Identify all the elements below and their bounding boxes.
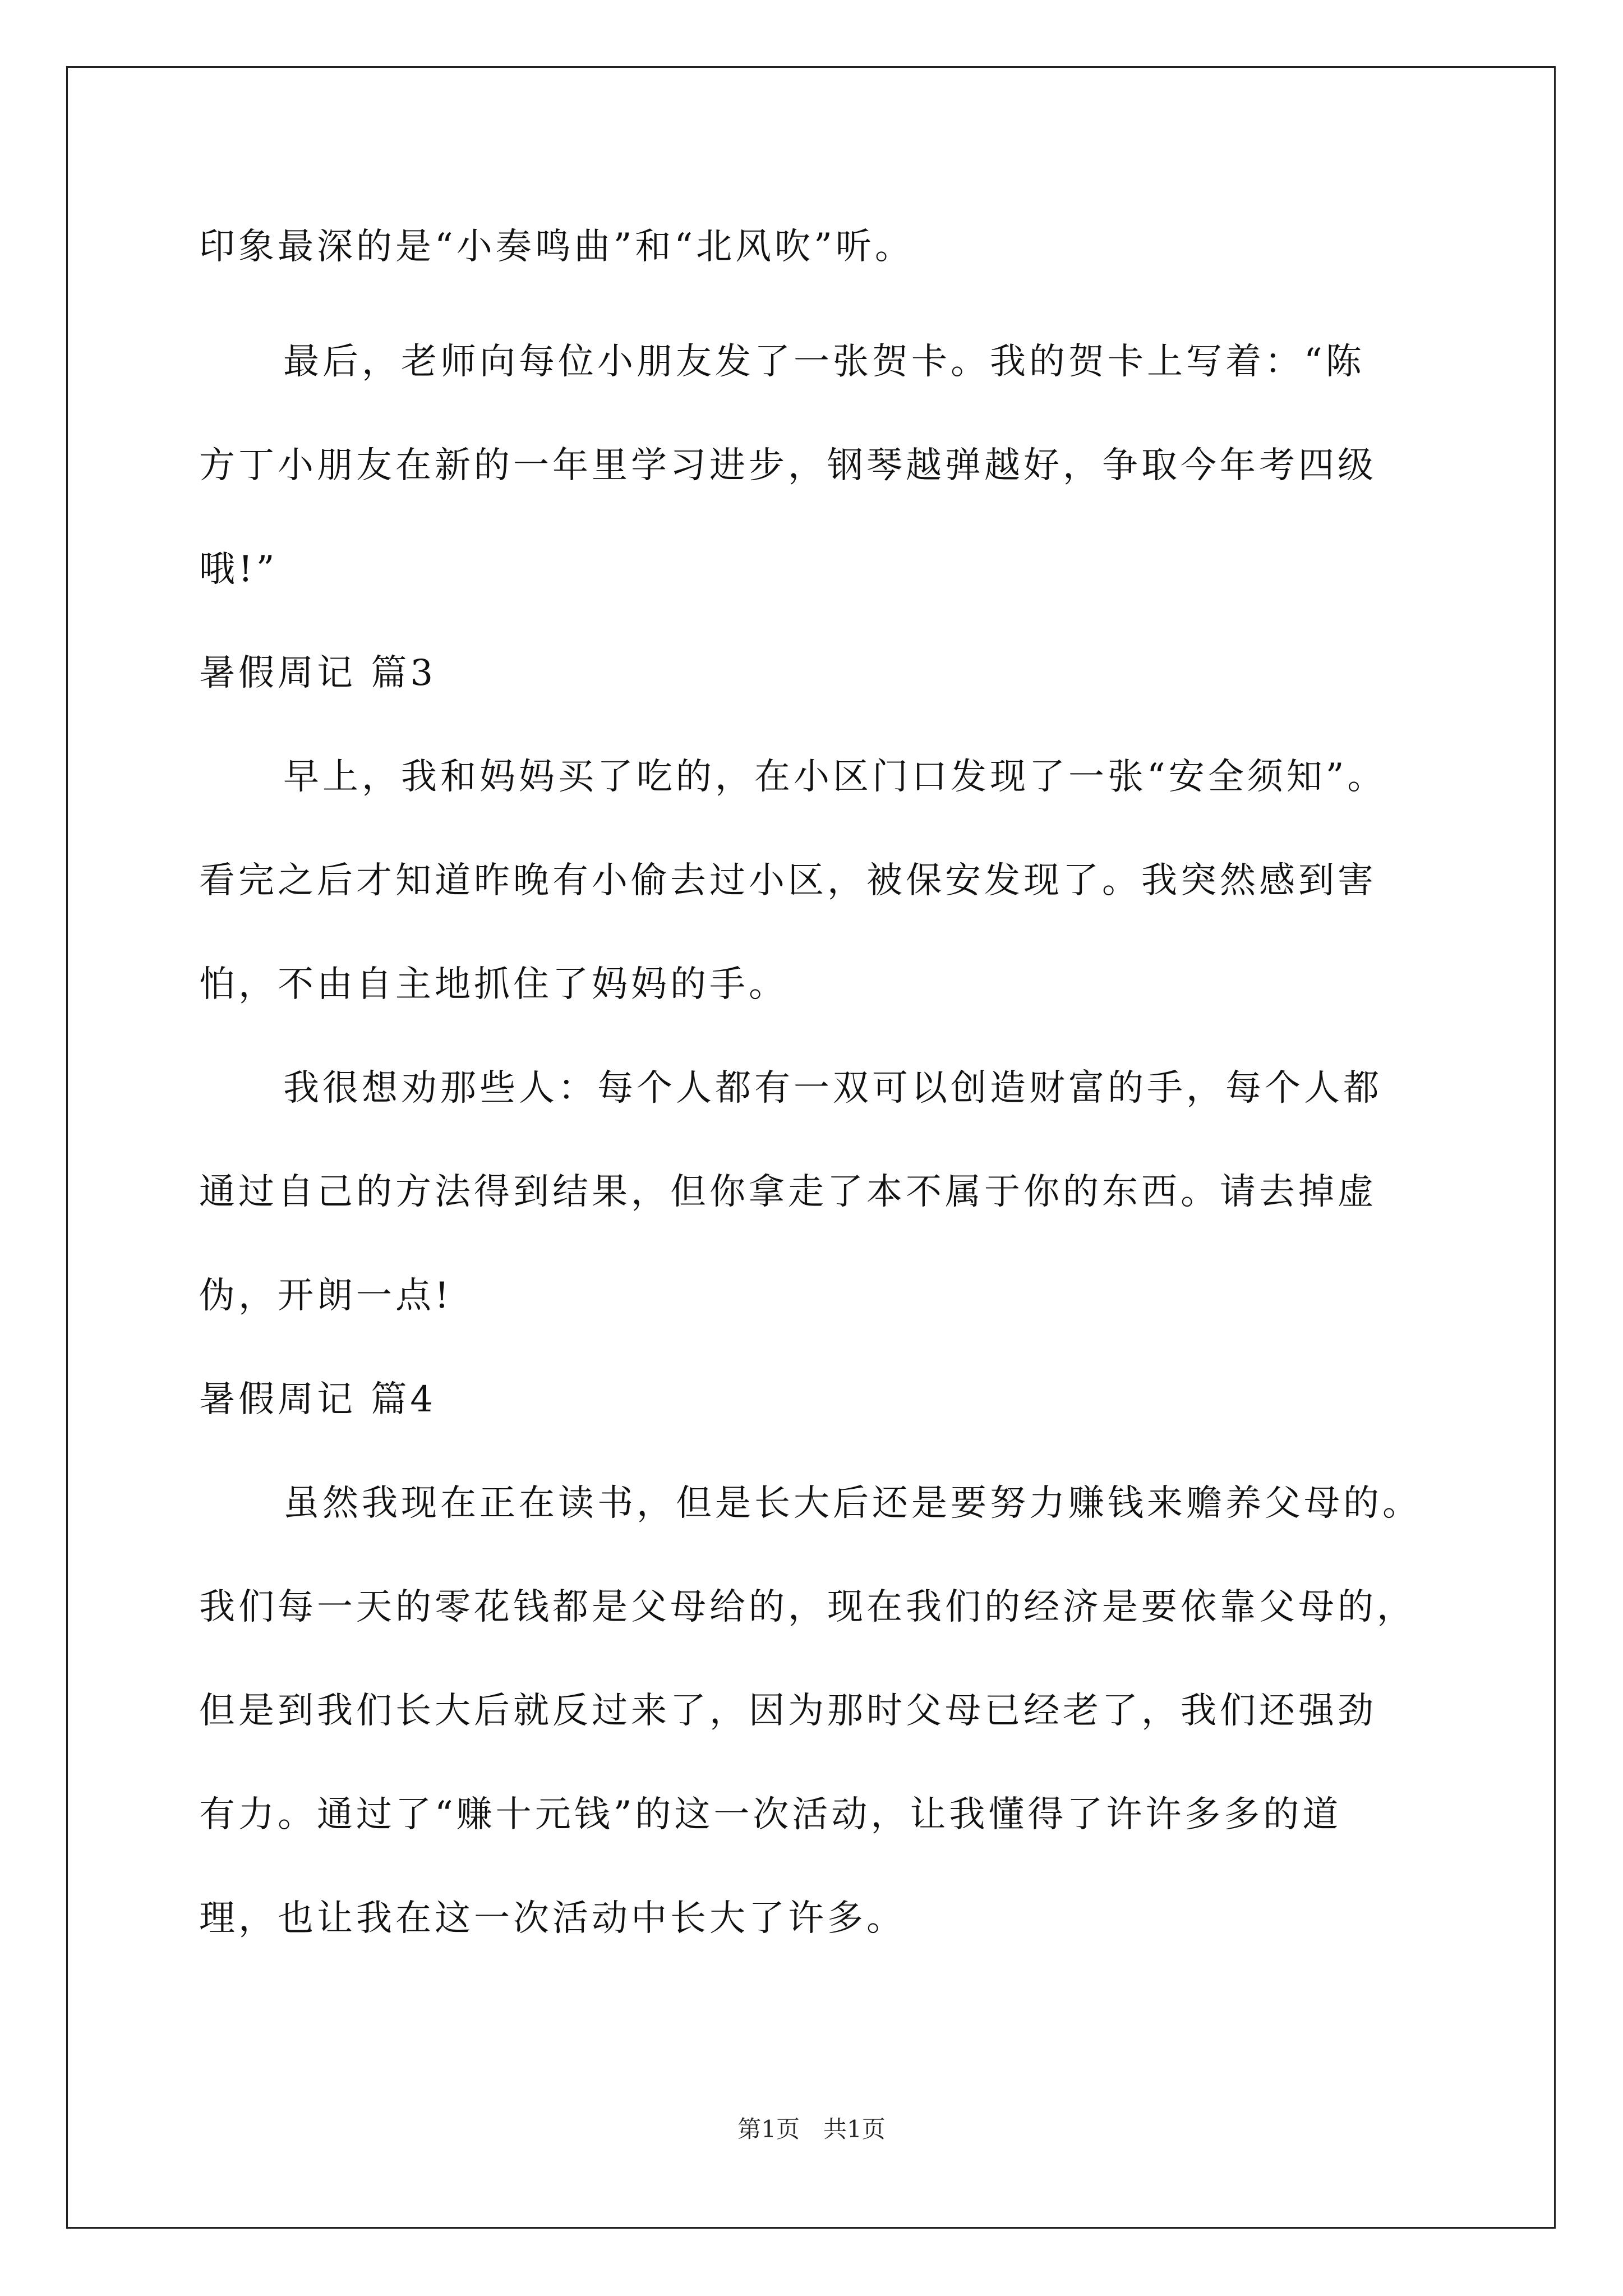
section-heading: 暑假周记 篇3: [199, 652, 437, 694]
paragraph-line: 有力。通过了“赚十元钱”的这一次活动，让我懂得了许许多多的道: [199, 1794, 1342, 1835]
paragraph-line: 最后，老师向每位小朋友发了一张贺卡。我的贺卡上写着：“陈: [283, 341, 1365, 383]
section-heading: 暑假周记 篇4: [199, 1379, 437, 1420]
paragraph-line: 哦!”: [199, 549, 278, 590]
paragraph-line: 看完之后才知道昨晚有小偷去过小区，被保安发现了。我突然感到害: [199, 860, 1377, 901]
paragraph-line: 印象最深的是“小奏鸣曲”和“北风吹”听。: [199, 226, 914, 268]
paragraph-line: 但是到我们长大后就反过来了，因为那时父母已经老了，我们还强劲: [199, 1690, 1377, 1732]
paragraph-line: 早上，我和妈妈买了吃的，在小区门口发现了一张“安全须知”。: [283, 756, 1387, 798]
paragraph-line: 我很想劝那些人：每个人都有一双可以创造财富的手，每个人都: [283, 1068, 1382, 1109]
page-number-footer: 第1页 共1页: [737, 2115, 886, 2143]
paragraph-line: 通过自己的方法得到结果，但你拿走了本不属于你的东西。请去掉虚: [199, 1171, 1377, 1213]
paragraph-line: 怕，不由自主地抓住了妈妈的手。: [199, 964, 788, 1005]
paragraph-line: 方丁小朋友在新的一年里学习进步，钢琴越弹越好，争取今年考四级: [199, 445, 1377, 486]
paragraph-line: 我们每一天的零花钱都是父母给的，现在我们的经济是要依靠父母的，: [199, 1586, 1416, 1628]
paragraph-line: 虽然我现在正在读书，但是长大后还是要努力赚钱来赡养父母的。: [283, 1483, 1422, 1524]
paragraph-line: 理，也让我在这一次活动中长大了许多。: [199, 1898, 906, 1939]
paragraph-line: 伪，开朗一点!: [199, 1275, 453, 1317]
